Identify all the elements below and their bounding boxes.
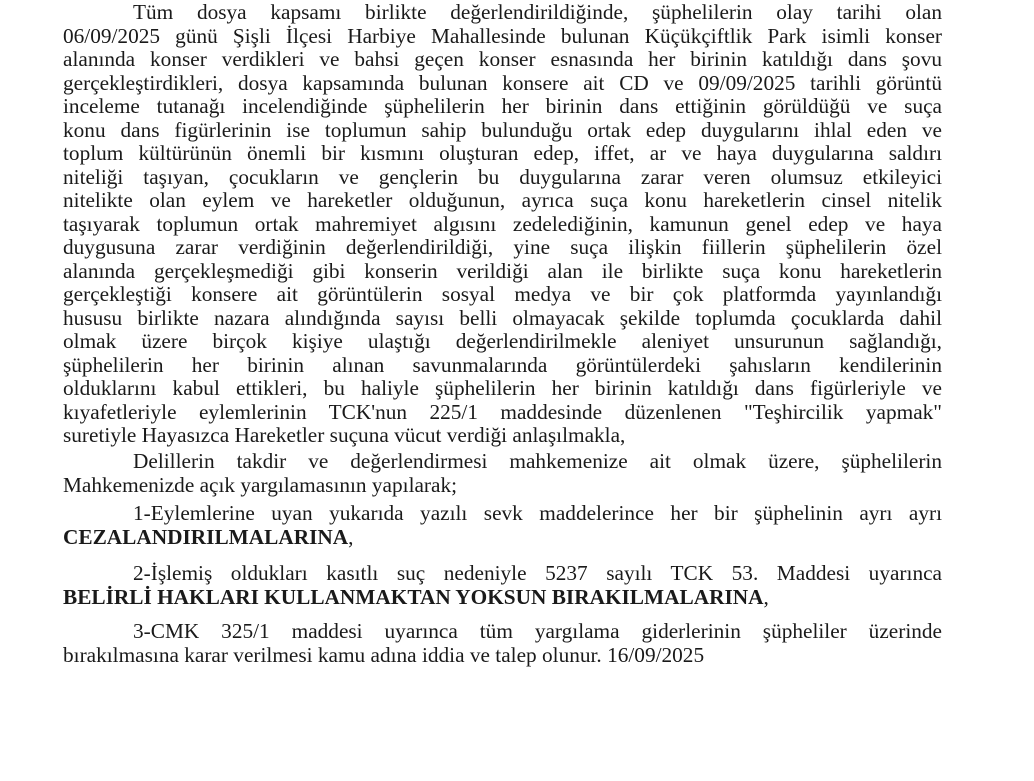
text-line: 3-CMK 325/1 maddesi uyarınca tüm yargılama giderlerinin şüpheliler üzerinde [133, 619, 942, 643]
text-line: olmak üzere birçok kişiye ulaştığı değerlendirilmekle aleniyet unsurunun sağlandığı, [63, 329, 942, 353]
text-line: Tüm dosya kapsamı birlikte değerlendirildiğinde, şüphelilerin olay tarihi olan [133, 0, 942, 24]
text-line [63, 525, 942, 549]
text-line: bırakılmasına karar verilmesi kamu adına iddia ve talep olunur. 16/09/2025 [63, 643, 705, 667]
text-line: alanında konser verdikleri ve bahsi geçen konser esnasında her birinin katıldığı dans şovu [63, 47, 942, 71]
text-line: duygusuna zarar verdiğinin değerlendirildiği, yine suça ilişkin fiillerin şüphelilerin özel [63, 235, 942, 259]
bold-verdict: BELİRLİ HAKLARI KULLANMAKTAN YOKSUN BIRAKILMALARINA [63, 585, 764, 609]
text-line [63, 585, 942, 609]
text-line: hususu birlikte nazara alındığında sayısı belli olmayacak şekilde toplumda çocuklarda dahil [63, 305, 942, 330]
text-line: inceleme tutanağı incelendiğinde şüphelilerin her birinin dans ettiğinin görüldüğü ve suça [63, 94, 942, 118]
text-line: niteliği taşıyan, çocukların ve gençlerin bu duygularına zarar veren olumsuz etkileyici [63, 164, 942, 189]
text-line: nitelikte olan eylem ve hareketler olduğunun, ayrıca suça konu hareketlerin cinsel nitelik [63, 188, 942, 212]
punctuation: , [763, 585, 769, 609]
text-line: kıyafetleriyle eylemlerinin TCK'nun 225/1 maddesinde düzenlenen "Teşhircilik yapmak" [63, 399, 942, 424]
text-line: olduklarını kabul ettikleri, bu haliyle şüphelilerin her birinin katıldığı dans figürleriyle ve [63, 376, 942, 400]
text-line: toplum kültürünün önemli bir kısmını oluşturan edep, iffet, ar ve haya duygularına saldırı [63, 141, 942, 165]
punctuation: , [348, 525, 354, 549]
text-line: 2-İşlemiş oldukları kasıtlı suç nedeniyle 5237 sayılı TCK 53. Maddesi uyarınca [133, 561, 942, 585]
text-line: gerçekleştirdikleri, dosya kapsamında bulunan konsere ait CD ve 09/09/2025 tarihli görüntü [63, 70, 942, 95]
text-line: gerçekleştiği konsere ait görüntülerin sosyal medya ve bir çok platformda yayınlandığı [63, 282, 942, 306]
text-line: Mahkemenizde açık yargılamasının yapılarak; [63, 473, 458, 497]
text-line: 1-Eylemlerine uyan yukarıda yazılı sevk maddelerince her bir şüphelinin ayrı ayrı [133, 501, 942, 525]
text-line: taşıyarak toplumun ortak mahremiyet algısını zedelediğinin, kamunun genel edep ve haya [63, 211, 942, 236]
text-line: alanında gerçekleşmediği gibi konserin verildiği alan ile birlikte suça konu hareketlerin [63, 258, 942, 283]
text-line: şüphelilerin her birinin alınan savunmalarında görüntülerdeki şahısların kendilerinin [63, 352, 942, 377]
text-line: Delillerin takdir ve değerlendirmesi mahkemenize ait olmak üzere, şüphelilerin [133, 449, 942, 473]
text-line: konu dans figürlerinin ise toplumun sahip bulunduğu ortak edep duygularını ihlal eden ve [63, 117, 942, 142]
text-line: 06/09/2025 günü Şişli İlçesi Harbiye Mahallesinde bulunan Küçükçiftlik Park isimli konser [63, 23, 942, 48]
bold-verdict: CEZALANDIRILMALARINA [63, 525, 349, 549]
text-line: suretiyle Hayasızca Hareketler suçuna vücut verdiği anlaşılmakla, [63, 423, 626, 447]
